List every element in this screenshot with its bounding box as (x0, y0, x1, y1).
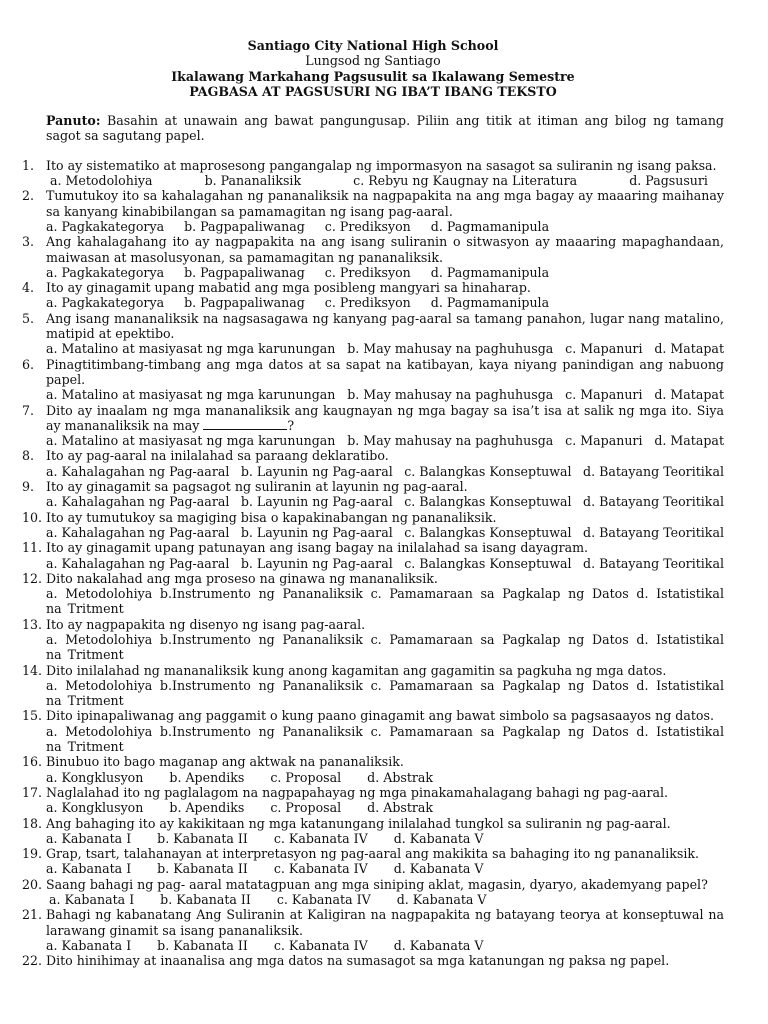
question-text (46, 571, 724, 586)
choice-option[interactable]: b. Kabanata II (157, 830, 248, 846)
choice-option[interactable]: b.Instrumento ng Pananaliksik (159, 631, 363, 647)
question-number: 11. (22, 540, 43, 556)
choice-list (46, 586, 724, 617)
question-number: 9. (22, 479, 35, 495)
choice-option[interactable]: c. Pamamaraan sa Pagkalap ng Datos (370, 677, 629, 693)
choice-list (46, 938, 724, 953)
question-text-content: Ito ay sistematiko at maprosesong pangangalap ng impormasyon na sasagot sa suliranin ng isang paksa. (46, 157, 717, 173)
school-name: Santiago City National High School (247, 38, 499, 53)
choice-option[interactable]: a. Kahalagahan ng Pag-aaral (46, 555, 230, 571)
choice-option[interactable]: a. Pagkakategorya (46, 295, 165, 311)
question-text (46, 188, 724, 219)
choice-option[interactable]: c. Prediksyon (324, 295, 411, 311)
question-number: 8. (22, 448, 35, 464)
choice-option[interactable]: d. Matapat (654, 341, 724, 357)
question-item (22, 158, 724, 189)
choice-list (46, 892, 724, 907)
question-text-content: Ito ay pag-aaral na inilalahad sa paraang deklaratibo. (46, 448, 389, 464)
choice-option[interactable]: d. Istatistikal na Tritment (46, 586, 724, 617)
choice-option[interactable]: b. Layunin ng Pag-aaral (240, 494, 393, 510)
choice-option[interactable]: c. Balangkas Konseptuwal (404, 463, 572, 479)
choice-option[interactable]: b. Layunin ng Pag-aaral (240, 524, 393, 540)
question-number: 6. (22, 356, 35, 372)
city-name: Lungsod ng Santiago (305, 53, 441, 69)
choice-list (46, 770, 724, 785)
choice-option[interactable]: c. Mapanuri (565, 433, 643, 449)
question-number: 1. (22, 157, 35, 173)
question-text-content: Ito ay ginagamit upang patunayan ang isang bagay na inilalahad sa isang dayagram. (46, 540, 589, 556)
choice-list (46, 494, 724, 509)
choice-option[interactable]: a. Metodolohiya (50, 173, 153, 189)
choice-option[interactable]: c. Kabanata IV (273, 861, 368, 877)
choice-list (46, 800, 724, 815)
choice-list (46, 433, 724, 448)
question-text-content: Dito hinihimay at inaanalisa ang mga datos na sumasagot sa mga katanungan ng paksa ng papel. (46, 953, 670, 969)
choice-option[interactable]: a. Kahalagahan ng Pag-aaral (46, 463, 230, 479)
choice-option[interactable]: b. Pagpapaliwanag (184, 218, 305, 234)
choice-option[interactable]: c. Pamamaraan sa Pagkalap ng Datos (370, 631, 629, 647)
question-text (46, 907, 724, 938)
choice-option[interactable]: b. Kabanata II (160, 892, 251, 908)
choice-option[interactable]: c. Balangkas Konseptuwal (404, 555, 572, 571)
choice-option[interactable]: d. Pagmamanipula (430, 218, 550, 234)
choice-option[interactable]: d. Kabanata V (393, 861, 484, 877)
question-text-content: Naglalahad ito ng paglalagom na nagpapahayag ng mga pinakamahalagang bahagi ng pag-aaral. (46, 784, 669, 800)
question-text (46, 754, 724, 769)
choice-option[interactable]: c. Kabanata IV (273, 937, 368, 953)
question-text (46, 617, 724, 632)
choice-option[interactable]: b. May mahusay na paghuhusga (347, 387, 554, 403)
answer-blank (203, 418, 287, 430)
question-text-content: Saang bahagi ng pag- aaral matatagpuan ang mga siniping aklat, magasin, dyaryo, akademyang papel? (46, 876, 708, 892)
choice-option[interactable]: d. Matapat (654, 387, 724, 403)
question-number: 14. (22, 662, 43, 678)
choice-option[interactable]: b. Apendiks (169, 800, 245, 816)
question-text (46, 877, 724, 892)
question-text-content: Ang kahalagahang ito ay nagpapakita na ang isang suliranin o sitwasyon ay maaaring mapaghandaan, maiwasan at masolusyonan, sa pamamagitan ng pananaliksik. (46, 234, 724, 265)
choice-option[interactable]: b.Instrumento ng Pananaliksik (159, 723, 363, 739)
question-text-content: Ito ay ginagamit upang mabatid ang mga posibleng mangyari sa hinaharap. (46, 280, 531, 296)
choice-option[interactable]: a. Kabanata I (49, 892, 135, 908)
question-item (22, 785, 724, 816)
choice-option[interactable]: a. Kongklusyon (46, 800, 144, 816)
question-text-content: Tumutukoy ito sa kahalagahan ng pananaliksik na nagpapakita na ang mga bagay ay maaaring maihanay sa kanyang kinabibilangan sa pamamagitan ng isang pag-aaral. (46, 188, 724, 219)
question-text (46, 403, 724, 434)
choice-option[interactable]: a. Metodolohiya (46, 586, 153, 602)
question-text-content: Ang bahaging ito ay kakikitaan ng mga katanungang inilalahad tungkol sa suliranin ng pag-aaral. (46, 815, 671, 831)
choice-list (46, 265, 724, 280)
choice-option[interactable]: b. Pagpapaliwanag (184, 295, 305, 311)
choice-option[interactable]: d. Batayang Teoritikal (583, 494, 724, 510)
question-number: 10. (22, 509, 43, 525)
question-text (46, 540, 724, 555)
choice-option[interactable]: b. Layunin ng Pag-aaral (240, 555, 393, 571)
exam-header (22, 38, 724, 99)
question-text-content: Pinagtitimbang-timbang ang mga datos at sa sapat na katibayan, kaya niyang panindigan ang nabuong papel. (46, 356, 724, 387)
choice-option[interactable]: a. Metodolohiya (46, 631, 153, 647)
choice-option[interactable]: d. Pagmamanipula (430, 295, 550, 311)
question-text (46, 663, 724, 678)
question-number: 18. (22, 815, 43, 831)
question-number: 16. (22, 754, 43, 770)
question-number: 20. (22, 876, 43, 892)
question-text (46, 816, 724, 831)
question-item (22, 663, 724, 709)
question-text-content: Dito inilalahad ng mananaliksik kung anong kagamitan ang gagamitin sa pagkuha ng mga datos. (46, 662, 667, 678)
question-item (22, 617, 724, 663)
choice-option[interactable]: d. Pagsusuri (629, 173, 708, 189)
question-number: 13. (22, 616, 43, 632)
choice-option[interactable]: d. Istatistikal na Tritment (46, 677, 724, 709)
question-item (22, 403, 724, 449)
question-item (22, 540, 724, 571)
choice-option[interactable]: a. Kahalagahan ng Pag-aaral (46, 524, 230, 540)
question-text-content: Ang isang mananaliksik na nagsasagawa ng kanyang pag-aaral sa tamang panahon, lugar nang matalino, matipid at epektibo. (46, 310, 724, 342)
choice-list (46, 724, 724, 755)
question-text (46, 158, 724, 173)
question-number: 19. (22, 846, 43, 862)
question-item (22, 953, 724, 968)
choice-option[interactable]: b. May mahusay na paghuhusga (347, 341, 554, 357)
choice-list (46, 861, 724, 876)
choice-option[interactable]: d. Batayang Teoritikal (583, 463, 724, 479)
question-item (22, 816, 724, 847)
question-item (22, 188, 724, 234)
choice-list (46, 173, 724, 188)
choice-option[interactable]: a. Kongklusyon (46, 769, 144, 785)
choice-list (46, 219, 724, 234)
choice-option[interactable]: b. Kabanata II (157, 937, 248, 953)
question-number: 2. (22, 188, 35, 204)
choice-option[interactable]: c. Pamamaraan sa Pagkalap ng Datos (370, 586, 629, 602)
question-item (22, 877, 724, 908)
choice-option[interactable]: c. Mapanuri (565, 341, 643, 357)
choice-option[interactable]: d. Batayang Teoritikal (583, 524, 724, 540)
question-number: 3. (22, 234, 35, 250)
question-text (46, 311, 724, 342)
choice-option[interactable]: b. Kabanata II (157, 861, 248, 877)
choice-option[interactable]: d. Pagmamanipula (430, 264, 550, 280)
question-text (46, 785, 724, 800)
choice-option[interactable]: d. Kabanata V (396, 892, 487, 908)
instructions (46, 113, 724, 144)
choice-option[interactable]: a. Pagkakategorya (46, 264, 165, 280)
choice-option[interactable]: d. Abstrak (367, 769, 434, 785)
choice-option[interactable]: a. Metodolohiya (46, 677, 153, 693)
choice-option[interactable]: c. Rebyu ng Kaugnay na Literatura (353, 173, 578, 189)
choice-option[interactable]: d. Istatistikal na Tritment (46, 723, 724, 755)
question-number: 7. (22, 402, 35, 418)
question-text-content: Grap, tsart, talahanayan at interpretasyon ng pag-aaral ang makikita sa bahaging ito ng pananaliksik. (46, 846, 700, 862)
question-item (22, 448, 724, 479)
choice-option[interactable]: b.Instrumento ng Pananaliksik (159, 677, 363, 693)
choice-option[interactable]: a. Matalino at masiyasat ng mga karunungan (46, 387, 336, 403)
question-text-content: Bahagi ng kabanatang Ang Suliranin at Kaligiran na nagpapakita ng batayang teorya at konseptuwal na larawang ginamit sa isang pananaliksik. (46, 907, 724, 938)
choice-option[interactable]: a. Pagkakategorya (46, 218, 165, 234)
question-item (22, 510, 724, 541)
choice-option[interactable]: c. Balangkas Konseptuwal (404, 524, 572, 540)
question-text (46, 846, 724, 861)
question-list (22, 158, 724, 969)
question-item (22, 754, 724, 785)
choice-option[interactable]: b. Layunin ng Pag-aaral (240, 463, 393, 479)
choice-list (46, 678, 724, 709)
question-number: 21. (22, 907, 43, 923)
choice-option[interactable]: c. Prediksyon (324, 264, 411, 280)
question-item (22, 846, 724, 877)
question-text (46, 479, 724, 494)
question-item (22, 907, 724, 953)
choice-option[interactable]: d. Matapat (654, 433, 724, 449)
choice-list (46, 295, 724, 310)
question-text-content: Dito nakalahad ang mga proseso na ginawa ng mananaliksik. (46, 570, 438, 586)
choice-option[interactable]: d. Kabanata V (393, 830, 484, 846)
question-text-content: Ito ay tumutukoy sa magiging bisa o kapakinabangan ng pananaliksik. (46, 509, 497, 525)
choice-option[interactable]: b. Pagpapaliwanag (184, 264, 305, 280)
choice-option[interactable]: c. Balangkas Konseptuwal (404, 494, 572, 510)
choice-option[interactable]: c. Mapanuri (565, 387, 643, 403)
choice-option[interactable]: c. Pamamaraan sa Pagkalap ng Datos (370, 723, 629, 739)
question-text (46, 234, 724, 265)
choice-list (46, 341, 724, 356)
exam-title: Ikalawang Markahang Pagsusulit sa Ikalawang Semestre (171, 68, 575, 84)
question-text-content: Ito ay nagpapakita ng disenyo ng isang pag-aaral. (46, 616, 366, 632)
choice-option[interactable]: d. Kabanata V (393, 937, 484, 953)
question-number: 22. (22, 953, 43, 969)
question-number: 17. (22, 784, 43, 800)
choice-list (46, 632, 724, 663)
question-number: 4. (22, 280, 35, 296)
choice-option[interactable]: c. Prediksyon (324, 218, 411, 234)
question-item (22, 357, 724, 403)
choice-option[interactable]: c. Proposal (270, 800, 342, 816)
choice-list (46, 464, 724, 479)
choice-option[interactable]: c. Kabanata IV (273, 830, 368, 846)
question-item (22, 311, 724, 357)
choice-option[interactable]: a. Metodolohiya (46, 723, 153, 739)
choice-list (46, 525, 724, 540)
question-text-content: Dito ipinapaliwanag ang paggamit o kung paano ginagamit ang bawat simbolo sa pagsasaayos ng datos. (46, 708, 714, 724)
choice-option[interactable]: a. Kabanata I (46, 937, 132, 953)
instructions-text: Basahin at unawain ang bawat pangungusap. Piliin ang titik at itiman ang bilog ng tamang sagot sa sagutang papel. (46, 113, 724, 144)
question-text-end: ? (287, 417, 295, 433)
choice-option[interactable]: c. Proposal (270, 769, 342, 785)
instructions-label: Panuto: (46, 113, 101, 129)
choice-option[interactable]: d. Batayang Teoritikal (583, 555, 724, 571)
question-item (22, 234, 724, 280)
question-text (46, 357, 724, 388)
choice-option[interactable]: b. Apendiks (169, 769, 245, 785)
choice-option[interactable]: b. Pananaliksik (204, 173, 302, 189)
question-text-content: Dito ay inaalam ng mga mananaliksik ang kaugnayan ng mga bagay sa isa’t isa at salik ng mga ito. Siya ay mananaliksik na may (46, 402, 724, 433)
choice-option[interactable]: c. Kabanata IV (276, 892, 371, 908)
choice-list (46, 831, 724, 846)
choice-option[interactable]: b. May mahusay na paghuhusga (347, 433, 554, 449)
question-text (46, 448, 724, 463)
question-text-content: Ito ay ginagamit sa pagsagot ng suliranin at layunin ng pag-aaral. (46, 479, 468, 495)
choice-option[interactable]: d. Istatistikal na Tritment (46, 631, 724, 663)
choice-list (46, 556, 724, 571)
question-item (22, 708, 724, 754)
question-text (46, 510, 724, 525)
choice-option[interactable]: a. Matalino at masiyasat ng mga karunungan (46, 341, 336, 357)
question-text (46, 953, 724, 968)
question-number: 12. (22, 570, 43, 586)
question-item (22, 479, 724, 510)
choice-option[interactable]: a. Matalino at masiyasat ng mga karunungan (46, 433, 336, 449)
choice-option[interactable]: d. Abstrak (367, 800, 434, 816)
question-item (22, 571, 724, 617)
question-number: 5. (22, 310, 35, 326)
choice-option[interactable]: b.Instrumento ng Pananaliksik (159, 586, 363, 602)
question-text-content: Binubuo ito bago maganap ang aktwak na pananaliksik. (46, 754, 404, 770)
choice-option[interactable]: a. Kabanata I (46, 861, 132, 877)
question-number: 15. (22, 708, 43, 724)
question-item (22, 280, 724, 311)
subject-title: PAGBASA AT PAGSUSURI NG IBA’T IBANG TEKSTO (189, 83, 557, 99)
question-text (46, 280, 724, 295)
question-text (46, 708, 724, 723)
choice-option[interactable]: a. Kabanata I (46, 830, 132, 846)
choice-list (46, 387, 724, 402)
choice-option[interactable]: a. Kahalagahan ng Pag-aaral (46, 494, 230, 510)
